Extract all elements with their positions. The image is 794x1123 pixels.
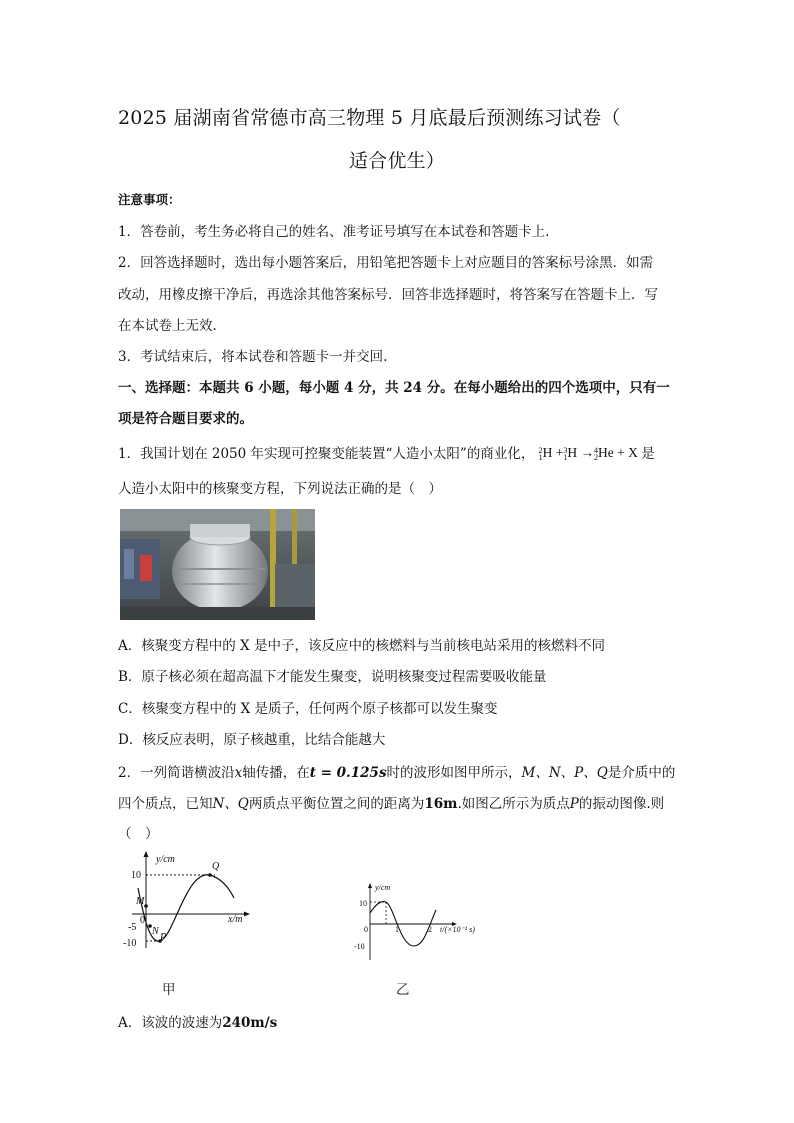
graph-caption-jia: 甲 — [162, 982, 176, 998]
g1-tick-neg5: -5 — [128, 922, 137, 933]
notes-item-3: 3．考试结束后，将本试卷和答题卡一并交回. — [118, 349, 388, 365]
section-heading-line1: 一、选择题：本题共 6 小题，每小题 4 分，共 24 分。在每小题给出的四个选项中，只有一 — [118, 380, 670, 396]
q2-var-x: x — [234, 765, 243, 781]
g2-xlabel: t/(×10⁻¹ s) — [440, 925, 475, 934]
reactor-photo — [120, 509, 315, 620]
g1-point-n: N — [152, 926, 159, 937]
notes-item-1: 1．答卷前，考生务必将自己的姓名、准考证号填写在本试卷和答题卡上. — [118, 224, 550, 240]
section-heading-line2: 项是符合题目要求的。 — [118, 411, 253, 427]
q1-option-c: C．核聚变方程中的 X 是质子，任何两个原子核都可以发生聚变 — [118, 701, 498, 717]
notes-item-2-line2: 改动，用橡皮擦干净后，再选涂其他答案标号．回答非选择题时，将答案写在答题卡上．写 — [118, 287, 658, 303]
q2-stem-line3: （ ） — [118, 826, 159, 842]
fusion-equation: 2 1H +3 1H →4 2He + X — [538, 445, 638, 462]
q1-option-b: B．原子核必须在超高温下才能发生聚变，说明核聚变过程需要吸收能量 — [118, 669, 547, 685]
g1-point-q: Q — [212, 861, 220, 872]
g2-xtick-1: 1 — [395, 925, 399, 934]
g1-point-m: M — [136, 896, 145, 907]
q2-text: 两质点平衡位置之间的距离为 — [248, 796, 425, 812]
q2-text: .如图乙所示为质点 — [457, 796, 570, 812]
q2-option-a — [118, 1011, 680, 1031]
q2-text: 四个质点，已知 — [118, 796, 213, 812]
q1-stem-text: 1．我国计划在 2050 年实现可控聚变能装置“人造小太阳”的商业化， — [118, 446, 535, 462]
g2-ytick-10: 10 — [359, 899, 367, 908]
exam-title-line1: 2025 届湖南省常德市高三物理 5 月底最后预测练习试卷（ — [118, 107, 621, 129]
q2-text: 的振动图像.则 — [578, 796, 665, 812]
g1-origin: 0 — [140, 915, 145, 926]
g2-xtick-2: 2 — [428, 925, 432, 934]
q1-stem-line1 — [118, 442, 680, 462]
q2-stem-line2 — [118, 792, 680, 812]
g2-ytick-neg10: -10 — [354, 942, 365, 951]
notes-heading: 注意事项： — [118, 192, 181, 207]
g2-ylabel: y/cm — [375, 883, 391, 892]
g1-tick-neg10: -10 — [123, 938, 137, 949]
graph-caption-yi: 乙 — [396, 982, 410, 998]
notes-item-2-line1: 2．回答选择题时，选出每小题答案后，用铅笔把答题卡上对应题目的答案标号涂黑．如需 — [118, 255, 654, 271]
g1-xlabel: x/m — [228, 914, 243, 925]
q2-option-a-value: 240m/s — [222, 1015, 278, 1031]
q2-text: 2．一列简谐横波沿 — [118, 765, 235, 781]
q1-option-d: D．核反应表明，原子核越重，比结合能越大 — [118, 732, 386, 748]
exam-title-line2: 适合优生） — [348, 150, 445, 172]
q2-option-a-text: A．该波的波速为 — [118, 1015, 223, 1031]
q2-text: 轴传播，在 — [242, 765, 310, 781]
g1-tick-10: 10 — [131, 870, 141, 881]
q2-distance: 16m — [424, 796, 458, 812]
q2-time-value: t = 0.125s — [309, 765, 387, 781]
q2-text: 是介质中的 — [607, 765, 676, 781]
q2-text: 时的波形如图甲所示， — [386, 765, 522, 781]
q1-option-a: A．核聚变方程中的 X 是中子，该反应中的核燃料与当前核电站采用的核燃料不同 — [118, 638, 605, 654]
notes-item-2-line3: 在本试卷上无效. — [118, 318, 217, 334]
g1-ylabel: y/cm — [156, 854, 175, 865]
g1-point-p: P — [160, 932, 167, 943]
wave-graph-jia — [120, 848, 260, 953]
g2-origin: 0 — [364, 925, 368, 934]
q2-points-nq: N、Q — [212, 796, 249, 812]
q2-stem-line1 — [118, 761, 680, 781]
vibration-graph-yi — [348, 880, 488, 965]
q2-point-p: P — [569, 796, 579, 812]
q1-stem-tail: 是 — [641, 446, 655, 462]
q1-stem-line2: 人造小太阳中的核聚变方程，下列说法正确的是（ ） — [118, 481, 442, 497]
q2-points: M、N、P、Q — [521, 765, 608, 781]
